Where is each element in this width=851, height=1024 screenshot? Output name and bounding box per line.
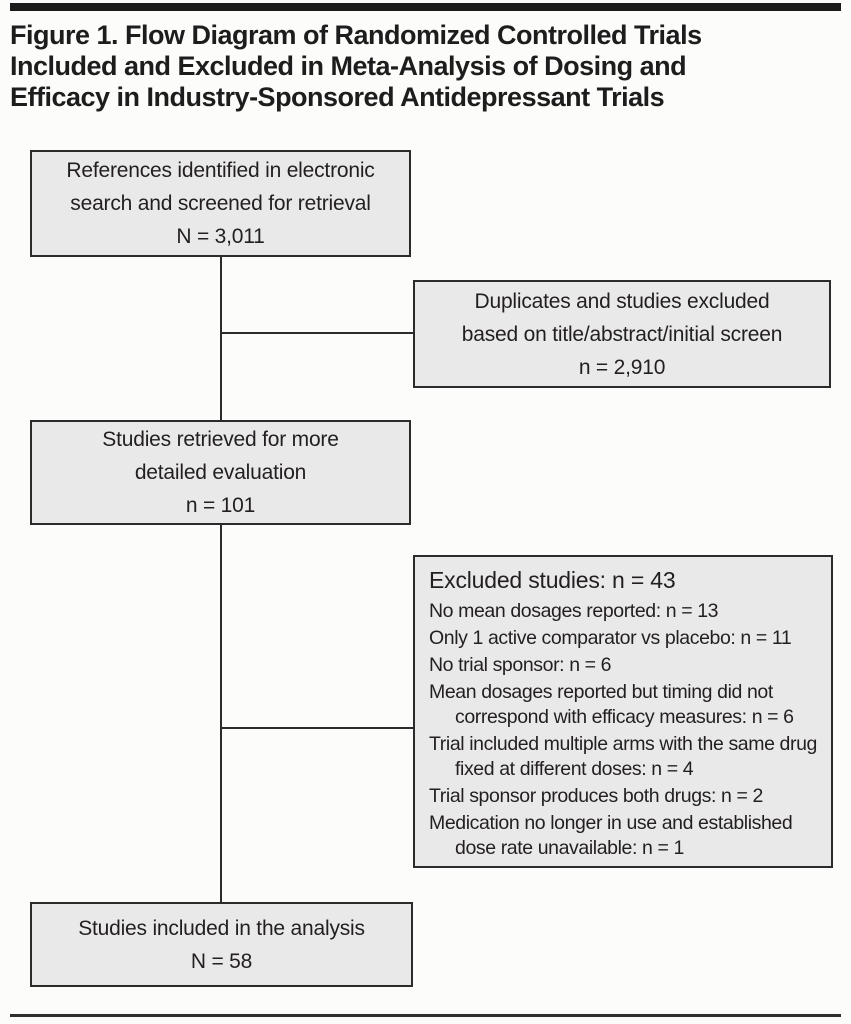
box-duplicates-line2: based on title/abstract/initial screen [461,322,783,346]
bottom-rule [10,1014,841,1017]
excluded-item: No mean dosages reported: n = 13 [429,600,719,622]
figure-title-line3: Efficacy in Industry-Sponsored Antidepressant Trials [10,82,665,112]
box-retrieved-line1: Studies retrieved for more [102,428,339,451]
box-references-line1: References identified in electronic [66,159,375,182]
connector-vertical-1 [220,257,222,420]
box-included-line1: Studies included in the analysis [78,916,365,940]
connector-branch-duplicates [221,332,413,334]
figure-title-line1: Figure 1. Flow Diagram of Randomized Controlled Trials [10,20,702,50]
box-duplicates-count: n = 2,910 [578,355,666,379]
figure-title-line2: Included and Excluded in Meta-Analysis of Dosing and [10,51,687,81]
box-duplicates-excluded [413,280,831,388]
box-included-count: N = 58 [190,949,253,973]
connector-branch-excluded [221,727,413,729]
excluded-heading: Excluded studies: n = 43 [429,567,676,593]
box-studies-included [30,902,413,987]
box-duplicates-line1: Duplicates and studies excluded [474,289,770,313]
box-excluded-studies [413,555,833,868]
box-retrieved-line2: detailed evaluation [134,461,307,484]
box-retrieved-count: n = 101 [185,494,256,517]
excluded-item: No trial sponsor: n = 6 [429,654,612,676]
connector-vertical-2 [220,525,222,902]
excluded-item: Trial sponsor produces both drugs: n = 2 [429,785,763,807]
figure-title [10,20,846,113]
excluded-item: Medication no longer in use and established dose rate unavailable: n = 1 [429,812,793,859]
box-references-count: N = 3,011 [176,225,265,248]
box-studies-retrieved [30,420,411,525]
top-rule [10,3,841,11]
excluded-item: Only 1 active comparator vs placebo: n = 11 [429,627,792,649]
excluded-item: Trial included multiple arms with the same drug fixed at different doses: n = 4 [429,733,817,780]
excluded-item: Mean dosages reported but timing did not correspond with efficacy measures: n = 6 [429,681,794,728]
box-references-line2: search and screened for retrieval [70,192,371,215]
box-references-identified [30,150,411,257]
